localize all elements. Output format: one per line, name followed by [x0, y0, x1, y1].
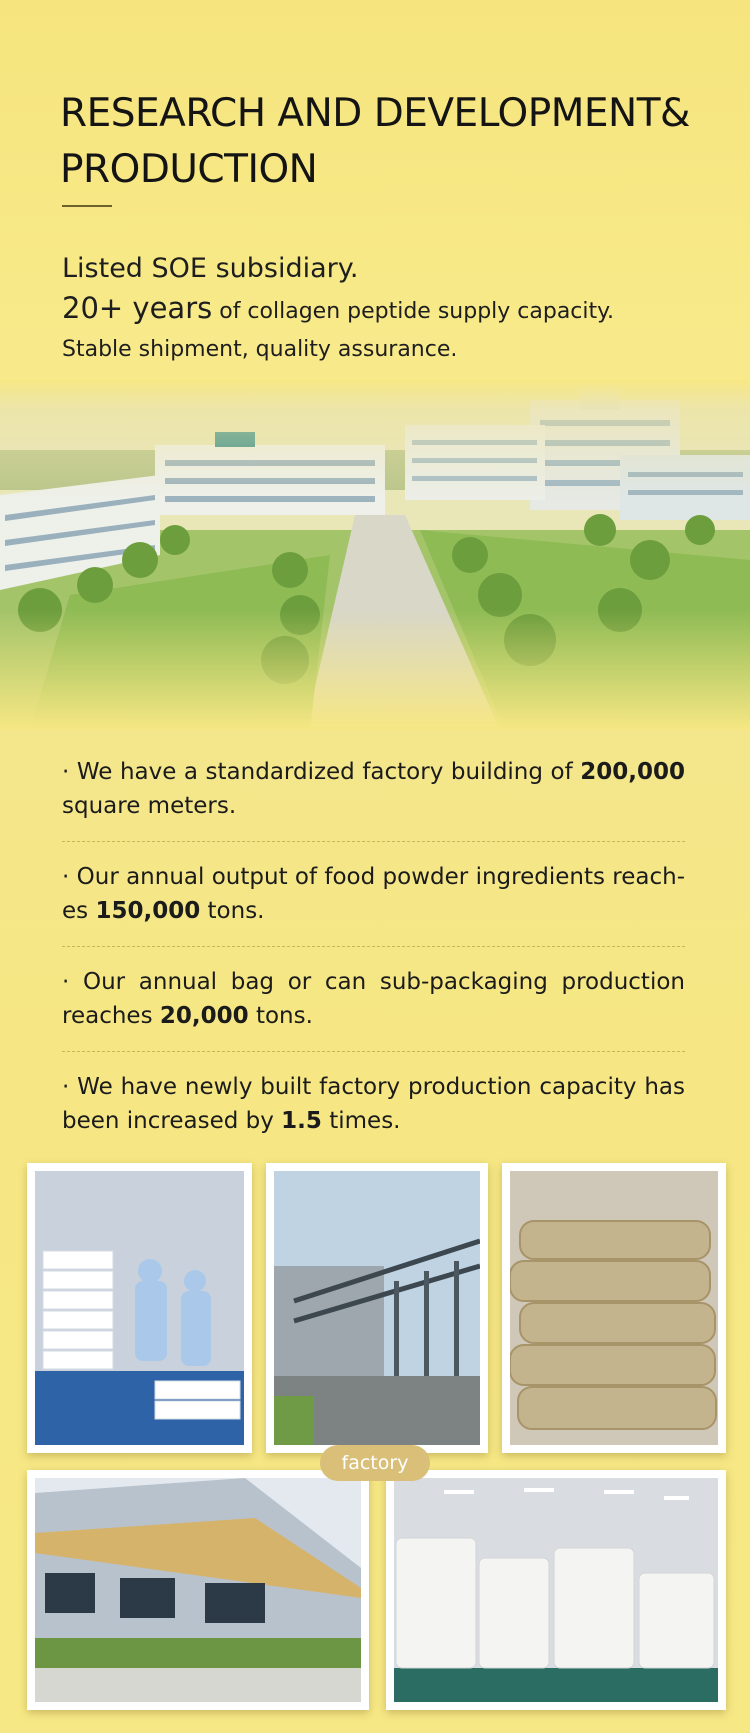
- title-divider: [62, 205, 112, 207]
- warehouse-powder-bags-photo: [386, 1470, 726, 1710]
- fact-item-packaging: · Our annual bag or can sub-packaging production reaches 20,000 tons.: [62, 969, 685, 1029]
- factory-exterior-pipes-photo: [266, 1163, 488, 1453]
- fact-item-annual-output: · Our annual output of food powder ingredients reach-es 150,000 tons.: [62, 864, 685, 924]
- stacked-bags-photo: [502, 1163, 726, 1453]
- factory-campus-image: [0, 380, 750, 730]
- fact-item-capacity-increase: · We have newly built factory production capacity has been increased by 1.5 times.: [62, 1074, 685, 1134]
- page-title: [60, 86, 720, 198]
- fact-divider: [62, 946, 685, 947]
- page-title-line2: PRODUCTION: [60, 147, 318, 192]
- fact-item-factory-area: · We have a standardized factory building of 200,000 square meters.: [62, 759, 685, 819]
- fact-divider: [62, 1051, 685, 1052]
- intro-line-1: Listed SOE subsidiary.: [62, 253, 359, 284]
- factory-building-photo: [27, 1470, 369, 1710]
- intro-line-3: Stable shipment, quality assurance.: [62, 337, 458, 362]
- fact-value: 200,000: [580, 759, 685, 785]
- page-title-line1: RESEARCH AND DEVELOPMENT&: [60, 91, 690, 136]
- cleanroom-workers-photo: [27, 1163, 252, 1453]
- fact-value: 20,000: [159, 1003, 249, 1029]
- fact-divider: [62, 841, 685, 842]
- intro-block: [62, 250, 702, 368]
- intro-line-2: [62, 288, 702, 332]
- intro-years-highlight: 20+ years: [62, 291, 213, 325]
- fact-value: 1.5: [281, 1108, 322, 1134]
- intro-line-2-rest: of collagen peptide supply capacity.: [212, 299, 615, 324]
- facts-list: [62, 755, 685, 1138]
- factory-badge: factory: [320, 1445, 430, 1481]
- fact-value: 150,000: [95, 898, 201, 924]
